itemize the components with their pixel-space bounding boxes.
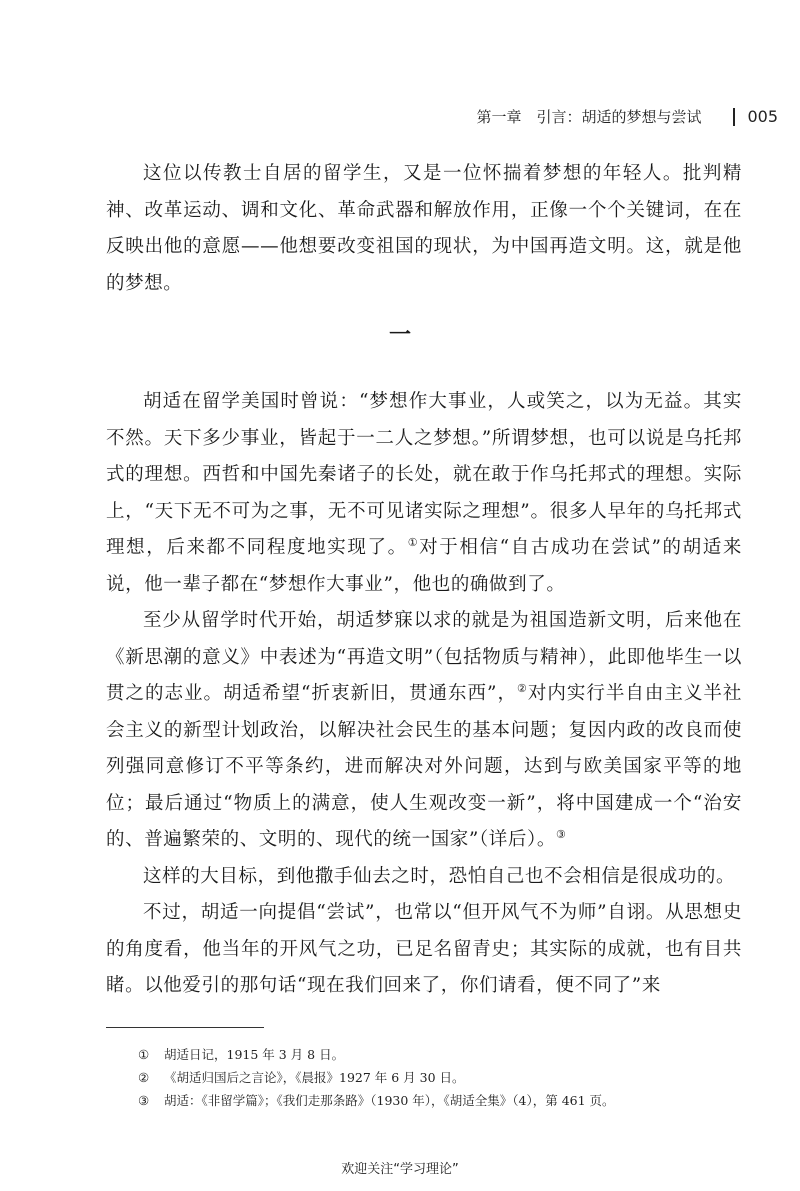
footnote-divider	[106, 1027, 264, 1028]
footnote-mark: ①	[138, 1047, 150, 1062]
intro-section	[106, 156, 742, 302]
paragraph-4	[106, 895, 742, 1005]
footnote-text: 胡适：《非留学篇》；《我们走那条路》（1930 年），《胡适全集》（4），第 461 页。	[164, 1093, 615, 1108]
footnote-ref: ②	[516, 681, 528, 695]
paragraph-3	[106, 859, 742, 896]
paragraph-1	[106, 384, 742, 603]
paragraph-2	[106, 603, 742, 859]
footnote-text: 《胡适归国后之言论》，《晨报》1927 年 6 月 30 日。	[164, 1070, 465, 1085]
header-divider	[733, 108, 735, 126]
footnote-mark: ③	[138, 1093, 150, 1108]
footnote-item	[138, 1066, 615, 1089]
page-number: 005	[747, 107, 778, 126]
section-number: 一	[388, 323, 412, 348]
running-header	[476, 106, 778, 127]
footnote-item	[138, 1043, 615, 1066]
paragraph-text: 胡适在留学美国时曾说：“梦想作大事业，人或笑之，以为无益。其实不然。天下多少事业，皆起于一二人之梦想。”所谓梦想，也可以说是乌托邦式的理想。西哲和中国先秦诸子的长处，就在敢于作乌托邦式的理想。实际上，“天下无不可为之事，无不可见诸实际之理想”。很多人早年的乌托邦式理想，后来都不同程度地实现了。	[106, 391, 742, 558]
paragraph-text: 不过，胡适一向提倡“尝试”，也常以“但开风气不为师”自诩。从思想史的角度看，他当年的开风气之功，已足名留青史；其实际的成就，也有目共睹。以他爱引的那句话“现在我们回来了，你们请看，便不同了”来	[106, 902, 742, 996]
paragraph-text: 对内实行半自由主义半社会主义的新型计划政治，以解决社会民生的基本问题；复因内政的改良而使列强同意修订不平等条约，进而解决对外问题，达到与欧美国家平等的地位；最后通过“物质上的满意，使人生观改变一新”，将中国建成一个“治安的、普遍繁荣的、文明的、现代的统一国家”（详后）。	[106, 683, 742, 850]
paragraph-text: 至少从留学时代开始，胡适梦寐以求的就是为祖国造新文明，后来他在《新思潮的意义》中表述为“再造文明”（包括物质与精神），此即他毕生一以贯之的志业。胡适希望“折衷新旧，贯通东西”，	[106, 610, 742, 704]
footnote-mark: ②	[138, 1070, 150, 1085]
footnote-text: 胡适日记，1915 年 3 月 8 日。	[164, 1047, 345, 1062]
paragraph-text: 对于相信“自古成功在尝试”的胡适来说，他一辈子都在“梦想作大事业”，他也的确做到了。	[106, 537, 742, 595]
footnote-item	[138, 1089, 615, 1112]
page-footer: 欢迎关注“学习理论”	[341, 1162, 459, 1177]
chapter-title: 第一章 引言：胡适的梦想与尝试	[476, 108, 702, 126]
footnotes	[138, 1043, 615, 1112]
footnote-ref: ③	[555, 827, 567, 841]
intro-paragraph: 这位以传教士自居的留学生，又是一位怀揣着梦想的年轻人。批判精神、改革运动、调和文化、革命武器和解放作用，正像一个个关键词，在在反映出他的意愿——他想要改变祖国的现状，为中国再造文明。这，就是他的梦想。	[106, 163, 742, 294]
main-section	[106, 384, 742, 1005]
paragraph-text: 这样的大目标，到他撒手仙去之时，恐怕自己也不会相信是很成功的。	[143, 865, 736, 887]
footnote-ref: ①	[407, 535, 420, 549]
